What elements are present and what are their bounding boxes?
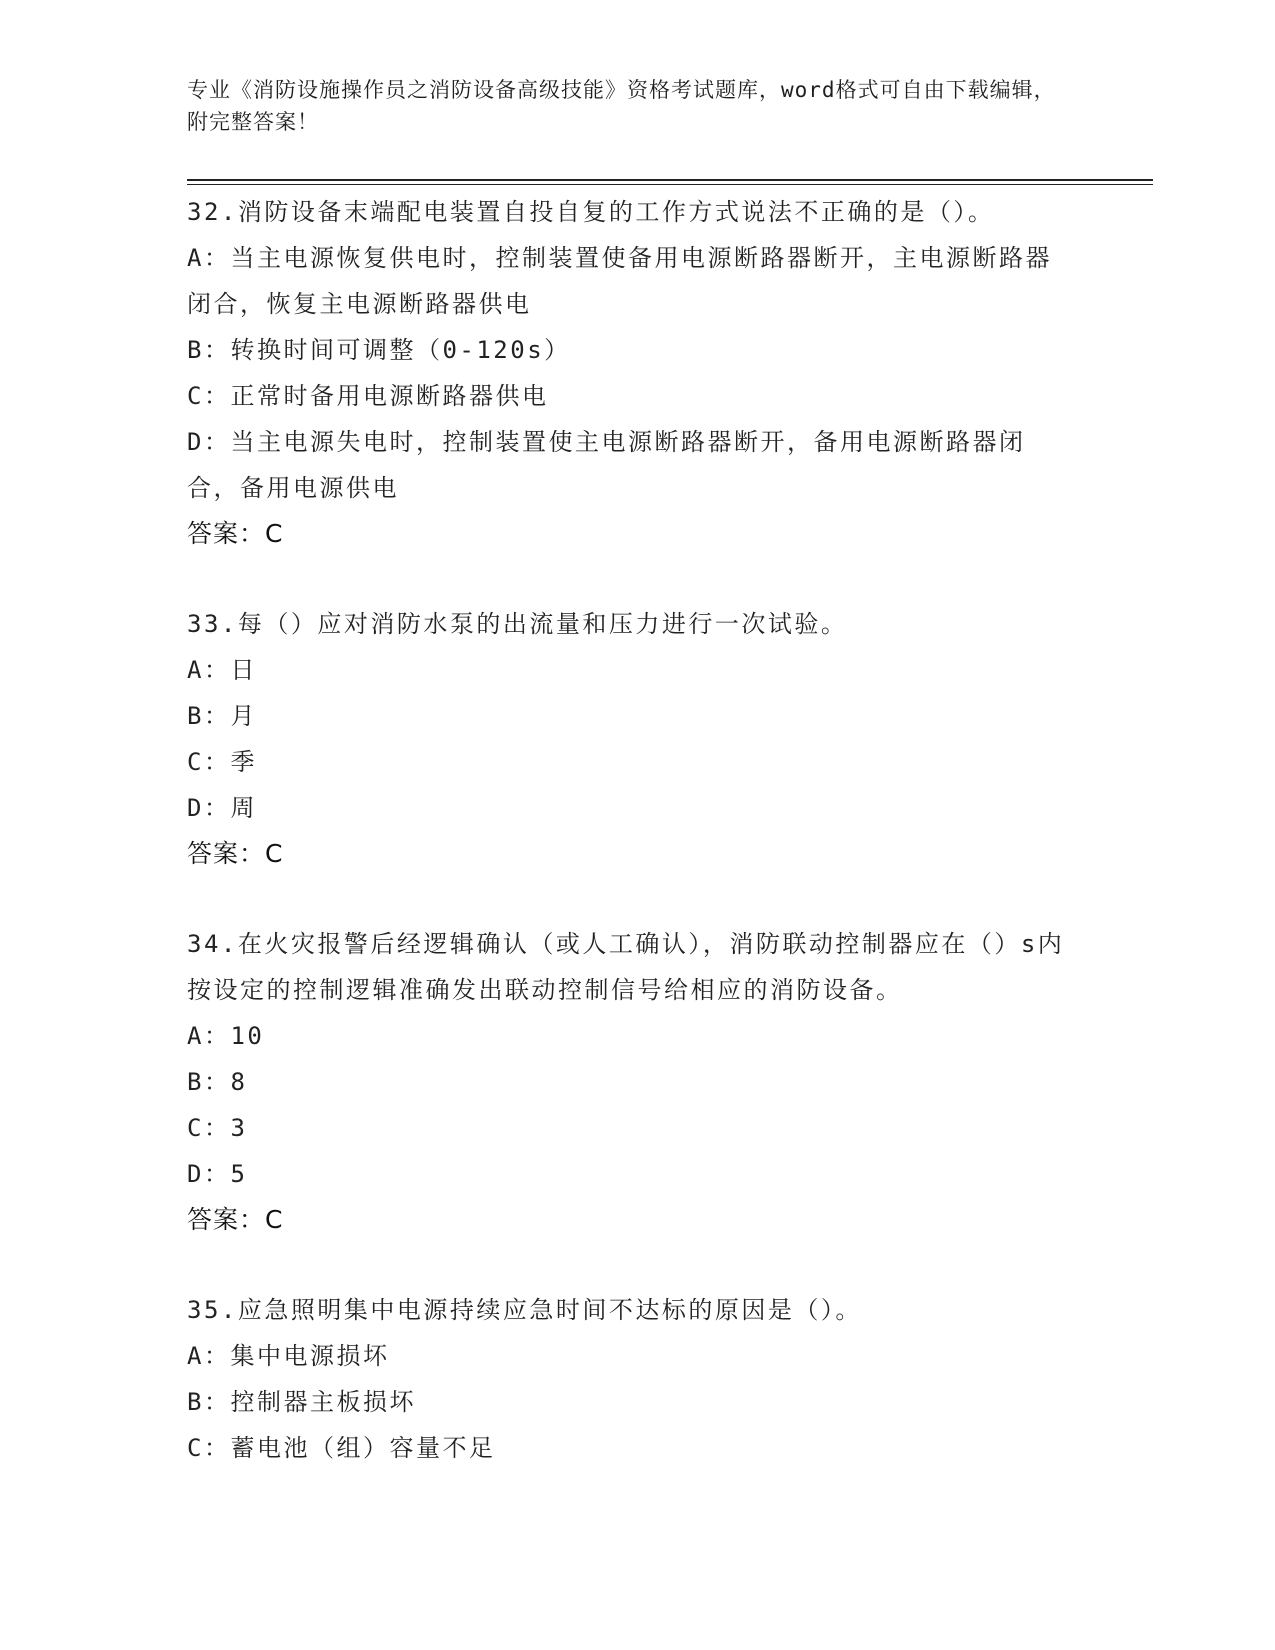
question-35 [187, 1287, 1067, 1471]
question-32 [187, 189, 1067, 557]
question-stem: 34.在火灾报警后经逻辑确认（或人工确认），消防联动控制器应在（）s内按设定的控制逻辑准确发出联动控制信号给相应的消防设备。 [187, 930, 1065, 1004]
option-a: A：10 [187, 1022, 265, 1050]
option-d: D：5 [187, 1160, 248, 1188]
option-a: A：集中电源损坏 [187, 1342, 390, 1370]
header-rule-thin [187, 184, 1153, 185]
option-b: B：控制器主板损坏 [187, 1388, 416, 1416]
option-b: B：月 [187, 702, 257, 730]
question-stem: 35.应急照明集中电源持续应急时间不达标的原因是（）。 [187, 1296, 862, 1324]
question-34 [187, 921, 1067, 1243]
option-a: A：当主电源恢复供电时，控制装置使备用电源断路器断开，主电源断路器闭合，恢复主电源断路器供电 [187, 244, 1052, 318]
document-header: 专业《消防设施操作员之消防设备高级技能》资格考试题库，word格式可自由下载编辑，附完整答案！ [187, 78, 1056, 134]
option-d: D：周 [187, 794, 257, 822]
option-c: C：季 [187, 748, 257, 776]
answer-label: 答案：C [187, 1205, 284, 1234]
option-c: C：3 [187, 1114, 248, 1142]
header-rule-thick [187, 179, 1153, 181]
question-stem: 32.消防设备末端配电装置自投自复的工作方式说法不正确的是（）。 [187, 198, 995, 226]
option-b: B：8 [187, 1068, 248, 1096]
question-33 [187, 601, 1067, 877]
question-list [187, 189, 1067, 1515]
answer-label: 答案：C [187, 519, 284, 548]
option-b: B：转换时间可调整（0-120s） [187, 336, 571, 364]
option-c: C：正常时备用电源断路器供电 [187, 382, 549, 410]
answer-label: 答案：C [187, 839, 284, 868]
question-stem: 33.每（）应对消防水泵的出流量和压力进行一次试验。 [187, 610, 848, 638]
option-c: C：蓄电池（组）容量不足 [187, 1434, 496, 1462]
option-d: D：当主电源失电时，控制装置使主电源断路器断开，备用电源断路器闭合，备用电源供电 [187, 428, 1026, 502]
option-a: A：日 [187, 656, 257, 684]
